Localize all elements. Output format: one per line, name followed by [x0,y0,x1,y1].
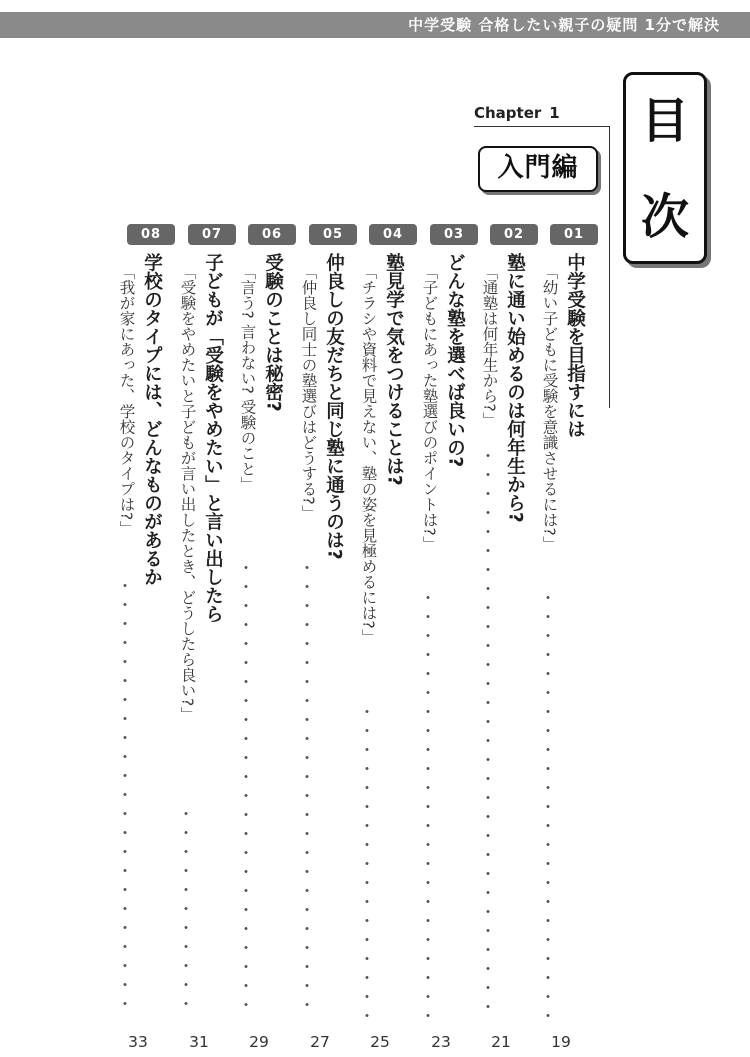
chapter-word: Chapter [474,104,542,122]
entry-number-badge: 01 [550,224,598,245]
dot-leader [123,576,127,1018]
entry-subtitle: 「幼い子どもに受験を意識させるには?」 [540,264,559,552]
toc-title-box [623,72,707,264]
dot-leader [184,804,188,1018]
toc-title-char-1: 目 [640,93,689,149]
running-title: 中学受験 合格したい親子の疑問 1分で解決 [408,16,720,34]
entry-page-number: 33 [128,1033,148,1051]
chapter-vertical-rule [609,126,610,408]
entry-page-number: 21 [491,1033,511,1051]
chapter-number: 1 [549,104,560,122]
entry-number-badge: 06 [248,224,296,245]
dot-leader [365,702,369,1018]
entry-page-number: 19 [551,1033,571,1051]
entry-page-number: 25 [370,1033,390,1051]
entry-title: 子どもが「受験をやめたい」と言い出したら [202,253,224,623]
entry-number-badge: 02 [490,224,538,245]
entry-title: 中学受験を目指すには [564,253,586,438]
entry-subtitle: 「通塾は何年生から?」 [480,264,499,428]
dot-leader [244,558,248,1018]
entry-number-badge: 05 [309,224,357,245]
dot-leader [426,588,430,1018]
entry-number-badge: 07 [188,224,236,245]
entry-subtitle: 「我が家にあった、学校のタイプは?」 [117,264,136,536]
entry-title: 仲良しの友だちと同じ塾に通うのは? [323,253,345,560]
entry-subtitle: 「仲良し同士の塾選びはどうする?」 [299,264,318,521]
entry-subtitle: 「言う? 言わない? 受験のこと」 [238,264,257,492]
entry-page-number: 23 [431,1033,451,1051]
chapter-rule [474,126,610,127]
entry-title: 塾見学で気をつけることは? [383,253,405,486]
entry-title: 受験のことは秘密? [262,253,284,412]
entry-title: 学校のタイプには、どんなものがあるか [141,253,163,586]
entry-page-number: 29 [249,1033,269,1051]
dot-leader [546,588,550,1018]
section-title: 入門編 [478,146,598,192]
entry-subtitle: 「受験をやめたいと子どもが言い出したとき、どうしたら良い?」 [178,264,197,722]
dot-leader [305,558,309,1018]
entry-number-badge: 04 [369,224,417,245]
entry-title: どんな塾を選べば良いの? [444,253,466,468]
entry-subtitle: 「子どもにあった塾選びのポイントは?」 [420,264,439,552]
entry-subtitle: 「チラシや資料で見えない、塾の姿を見極めるには?」 [359,264,378,645]
chapter-label [474,104,560,122]
entry-number-badge: 03 [430,224,478,245]
toc-title-char-2: 次 [640,189,689,245]
entry-page-number: 27 [310,1033,330,1051]
entry-number-badge: 08 [127,224,175,245]
entry-title: 塾に通い始めるのは何年生から? [504,253,526,523]
entry-page-number: 31 [189,1033,209,1051]
dot-leader [486,446,490,1018]
